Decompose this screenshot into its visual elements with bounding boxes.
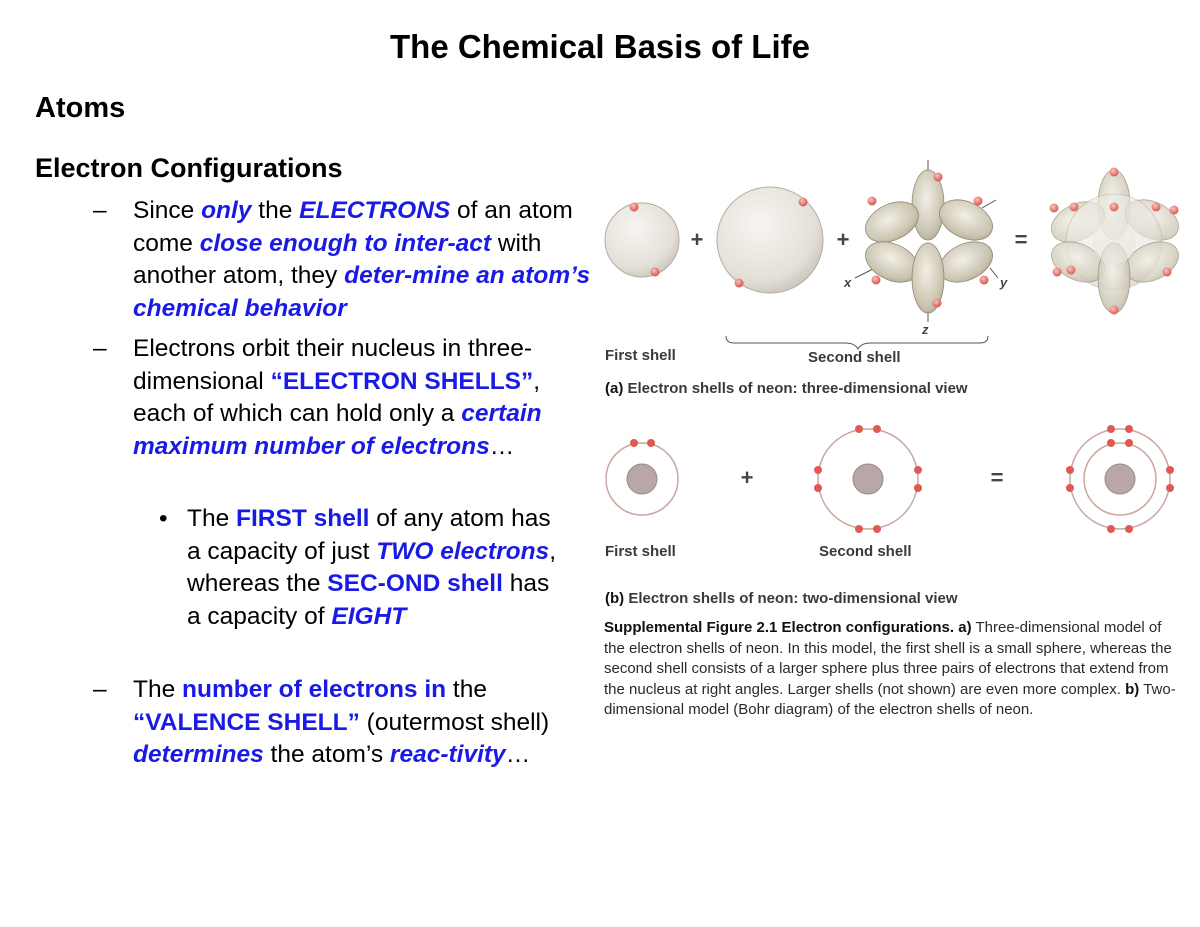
electron-dot	[647, 439, 655, 447]
electron-dot	[1163, 268, 1172, 277]
emphasis: “ELECTRON SHELLS”	[270, 367, 534, 395]
electron-dot	[914, 466, 922, 474]
electron-dot	[873, 425, 881, 433]
electron-dot	[1067, 266, 1076, 275]
electron-dot	[1066, 466, 1074, 474]
label-first-shell-b: First shell	[605, 543, 676, 560]
text: with another atom, they	[133, 229, 542, 289]
bohr-second-shell	[814, 425, 922, 533]
emphasis: number of electrons in	[182, 676, 447, 703]
section-heading-atoms: Atoms	[35, 92, 126, 124]
electron-dot	[1166, 466, 1174, 474]
first-shell-sphere	[605, 203, 679, 278]
plus-operator: +	[836, 227, 850, 252]
text: Since	[133, 197, 202, 224]
figure-svg	[600, 150, 1190, 610]
dash-marker: –	[93, 335, 107, 362]
panel-a-caption: Electron shells of neon: three-dimensional view	[623, 380, 968, 397]
combined-neon-model	[1045, 168, 1185, 315]
axis-label-x: x	[844, 275, 852, 290]
emphasis: SEC-OND shell	[327, 570, 503, 597]
text: (outermost shell)	[359, 708, 550, 736]
electron-dot	[1070, 203, 1079, 212]
text: of any atom has a capacity of just	[187, 505, 551, 565]
page-title: The Chemical Basis of Life	[390, 28, 810, 65]
figure-caption	[604, 618, 1179, 721]
electron-dot	[872, 276, 881, 285]
electron-dot	[1107, 425, 1115, 433]
electron-dot	[1125, 525, 1133, 533]
bohr-first-shell	[606, 439, 678, 515]
electron-dot	[1066, 484, 1074, 492]
emphasis: FIRST shell	[236, 505, 370, 532]
emphasis: ELECTRONS	[299, 197, 451, 224]
electron-dot	[814, 466, 822, 474]
figure-neon-electron-shells	[600, 150, 1190, 610]
electron-dot	[1050, 204, 1059, 213]
electron-dot	[1125, 439, 1133, 447]
electron-dot	[814, 484, 822, 492]
dash-marker: –	[93, 676, 107, 703]
electron-dot	[630, 203, 639, 212]
bullet-electron-shells	[93, 333, 593, 463]
caption-b-text: Two-dimensional model (Bohr diagram) of the electron shells of neon.	[604, 680, 1176, 718]
panel-b-caption: Electron shells of neon: two-dimensional view	[624, 590, 958, 607]
electron-dot	[855, 525, 863, 533]
caption-a-marker: a)	[958, 619, 972, 636]
brace	[726, 336, 988, 349]
caption-title: Supplemental Figure 2.1 Electron configurations.	[604, 619, 955, 636]
electron-dot	[855, 425, 863, 433]
panel-b-prefix: (b)	[605, 590, 625, 607]
dot-marker: •	[159, 505, 168, 532]
p-orbitals	[843, 160, 1008, 337]
plus-operator: +	[690, 227, 704, 252]
text: the	[251, 197, 300, 224]
subbullet-shell-capacity	[159, 503, 557, 633]
emphasis: determines	[133, 741, 264, 768]
dash-marker: –	[93, 197, 107, 224]
electron-dot	[868, 197, 877, 206]
text: The	[187, 505, 237, 532]
electron-dot	[933, 299, 942, 308]
subsection-heading-electron-configurations: Electron Configurations	[35, 153, 343, 183]
emphasis: “VALENCE SHELL”	[133, 708, 360, 736]
label-second-shell-b: Second shell	[819, 543, 912, 560]
electron-dot	[1170, 206, 1179, 215]
electron-dot	[1152, 203, 1161, 212]
emphasis: EIGHT	[331, 602, 407, 630]
emphasis: TWO electrons	[376, 537, 550, 565]
label-first-shell-a: First shell	[605, 347, 676, 364]
electron-dot	[735, 279, 744, 288]
electron-dot	[1107, 525, 1115, 533]
electron-dot	[651, 268, 660, 277]
electron-dot	[630, 439, 638, 447]
emphasis: only	[201, 197, 252, 224]
text: …	[505, 741, 531, 768]
electron-dot	[1110, 203, 1119, 212]
electron-dot	[1110, 168, 1119, 177]
label-second-shell-a: Second shell	[808, 349, 901, 366]
caption-panel-a	[605, 380, 968, 397]
text: The	[133, 676, 183, 703]
text: has a capacity of	[187, 570, 550, 630]
equals-operator: =	[990, 465, 1004, 490]
second-shell-sphere	[717, 187, 823, 293]
electron-dot	[1125, 425, 1133, 433]
emphasis: close enough to inter-act	[199, 229, 492, 257]
equals-operator: =	[1014, 227, 1028, 252]
axis-label-z: z	[922, 322, 929, 337]
electron-dot	[799, 198, 808, 207]
electron-dot	[1053, 268, 1062, 277]
text: , each of which can hold only a	[133, 367, 541, 427]
caption-panel-b	[605, 590, 958, 607]
bohr-neon-combined	[1066, 425, 1174, 533]
electron-dot	[1166, 484, 1174, 492]
emphasis: reac-tivity	[389, 741, 506, 768]
plus-operator: +	[740, 465, 754, 490]
electron-dot	[980, 276, 989, 285]
axis-label-y: y	[1000, 275, 1008, 290]
caption-a-text: Three-dimensional model of the electron shells of neon. In this model, the first shell is a small sphere, whereas the second shell consists of a larger sphere plus three pairs of electrons that extend from the nucleus at right angles. Larger shells (not shown) are even more complex.	[604, 619, 1172, 698]
text: the	[446, 676, 487, 703]
panel-a-prefix: (a)	[605, 380, 624, 397]
electron-dot	[934, 173, 943, 182]
text: of an atom come	[133, 197, 573, 257]
bullet-electrons-behavior	[93, 195, 593, 325]
emphasis: certain maximum number of electrons	[133, 400, 542, 460]
bullet-valence-shell	[93, 674, 593, 772]
electron-dot	[1107, 439, 1115, 447]
text: Electrons orbit their nucleus in three-dimensional	[133, 335, 532, 395]
text: , whereas the	[187, 537, 556, 597]
emphasis: deter-mine an atom’s chemical behavior	[133, 262, 591, 322]
electron-dot	[914, 484, 922, 492]
electron-dot	[974, 197, 983, 206]
text: the atom’s	[263, 741, 390, 768]
electron-dot	[1110, 306, 1119, 315]
text: …	[489, 432, 515, 460]
electron-dot	[873, 525, 881, 533]
caption-b-marker: b)	[1125, 680, 1140, 698]
